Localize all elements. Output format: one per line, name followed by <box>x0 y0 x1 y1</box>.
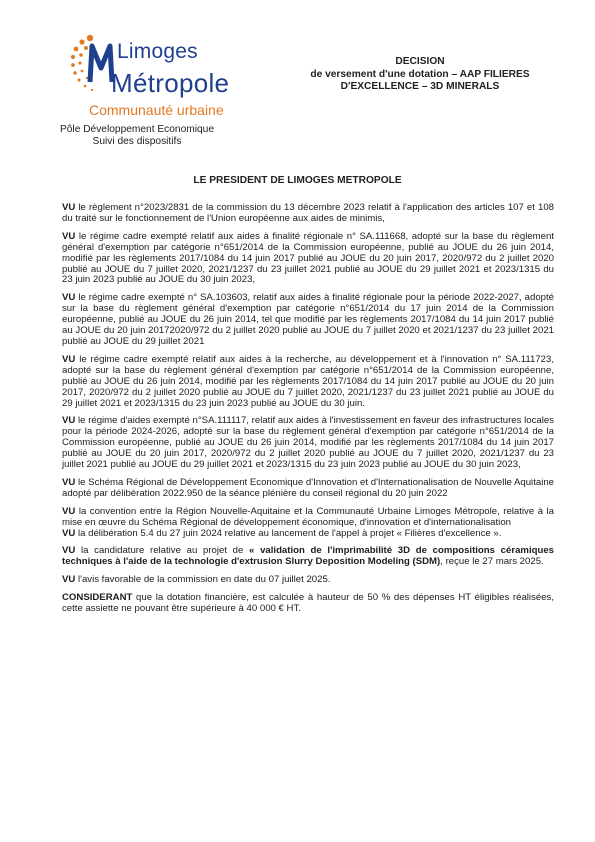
paragraph-text: le régime cadre exempté relatif aux aides à la recherche, au développement et à l'innovation n° SA.111723, adopté sur la base du règlement général d'exemption par catégorie n°651/2014 de la Commission européenne, publié au JOUE du 26 juin 2014, modifié par les règlements 2017/1084 du 14 juin 2017 publié au JOUE du 20 juin 2017, 2020/972 du 2 juillet 2020 publié au JOUE du 7 juillet 2020, 2021/1237 du 23 juillet 2021 publié au JOUE du 29 juillet 2021 et 2023/1315 du 23 juin 2023 publié au JOUE du 30 juin. <box>62 353 554 409</box>
paragraph <box>62 575 554 586</box>
paragraph-label: VU <box>62 527 76 539</box>
president-heading: LE PRESIDENT DE LIMOGES METROPOLE <box>193 175 402 186</box>
paragraph-label: VU <box>62 202 76 213</box>
paragraph <box>62 529 554 540</box>
paragraph-text: que la dotation financière, est calculée à hauteur de 50 % des dépenses HT éligibles réalisées, cette assiette ne pouvant être supérieure à 40 000 € HT. <box>62 592 554 615</box>
decision-title: DECISION <box>395 56 445 67</box>
decision-header <box>280 56 560 94</box>
paragraph-text-after: , reçue le 27 mars 2025. <box>440 556 544 568</box>
logo-text-limoges: Limoges <box>117 40 198 63</box>
paragraph-text: le régime cadre exempté n° SA.103603, relatif aux aides à finalité régionale pour la période 2022-2027, adopté sur la base du règlement général d'exemption par catégorie n°651/2014 du 17 juin 2014 de la Commission européenne, publié au JOUE du 26 juin 2014, tel que modifié par les règlements 2017/1084 du 14 juin 2017 publié au JOUE du 20 juin 20172020/972 du 2 juillet 2020 publié au JOUE du 7 juillet 2020 et 2021/1237 du 23 juillet 2021 publié au JOUE du 29 juillet 2021 <box>62 292 554 347</box>
paragraph-label: VU <box>62 292 76 304</box>
paragraph <box>62 203 554 225</box>
paragraph <box>62 546 554 568</box>
decision-line-2: de versement d'une dotation – AAP FILIERES <box>310 68 530 80</box>
paragraph-text: le régime d'aides exempté n°SA.111117, relatif aux aides à l'investissement en faveur des infrastructures locales pour la période 2024-2026, adopté sur la base du règlement général d'exemption par catégorie n°651/2014 de la Commission européenne, publié au JOUE du 26 juin 2014, modifié par les règlements 2017/1084 du 14 juin 2017 publié au JOUE du 20 juin 2017, 2020/972 du 2 juillet 2020 publié au JOUE du 7 juillet 2020, 2021/1237 du 23 juillet 2021 publié au JOUE du 29 juillet 2021 et 2023/1315 du 23 juin 2023 publié au JOUE du 30 juin 2023, <box>62 415 554 471</box>
paragraph-label: VU <box>62 353 76 365</box>
logo-text-metropole: Métropole <box>111 68 230 98</box>
paragraph-label: VU <box>62 415 76 427</box>
paragraph <box>62 416 554 471</box>
project-title: « validation de l'imprimabilité 3D de compositions céramiques techniques à l'aide de la technologie d'extrusion Slurry Deposition Modeling (SDM) <box>62 545 555 568</box>
paragraph-text: la délibération 5.4 du 27 juin 2024 relative au lancement de l'appel à projet « Filières d'excellence ». <box>75 527 502 539</box>
paragraph <box>62 593 554 615</box>
paragraph-label: VU <box>62 230 76 242</box>
decision-line-3: D'EXCELLENCE – 3D MINERALS <box>340 81 500 92</box>
paragraph-text: l'avis favorable de la commission en date du 07 juillet 2025. <box>75 574 331 586</box>
paragraph-label: VU <box>62 476 76 488</box>
paragraph-label: CONSIDERANT <box>62 592 133 604</box>
department-block <box>52 124 222 148</box>
paragraph-text: le Schéma Régional de Développement Economique d'Innovation et d'Internationalisation de Nouvelle Aquitaine adopté par délibération 2022.950 de la séance plénière du conseil régional du 20 juin 2022 <box>62 476 554 499</box>
paragraph-label: VU <box>62 574 76 586</box>
paragraph <box>62 478 554 500</box>
department-line-2: Suivi des dispositifs <box>92 136 182 147</box>
paragraph-label: VU <box>62 545 76 557</box>
body-text <box>62 203 554 622</box>
department-line-1: Pôle Développement Economique <box>59 124 215 135</box>
paragraph-text: la convention entre la Région Nouvelle-Aquitaine et la Communauté Urbaine Limoges Métropole, relative à la mise en œuvre du Schéma Régional de développement économique, d'innovation et d'internationalisation <box>62 505 554 528</box>
logo-text-communaute: Communauté urbaine <box>89 102 224 118</box>
paragraph <box>62 232 554 287</box>
paragraph-text: la candidature relative au projet de <box>75 545 250 557</box>
paragraph-text: le règlement n°2023/2831 de la commission du 13 décembre 2023 relatif à l'application des articles 107 et 108 du traité sur le fonctionnement de l'Union européenne aux aides de minimis, <box>62 202 554 224</box>
paragraph-label: VU <box>62 505 76 517</box>
paragraph <box>62 355 554 410</box>
paragraph <box>62 293 554 348</box>
paragraph <box>62 507 554 529</box>
paragraph-text: le régime cadre exempté relatif aux aides à finalité régionale n° SA.111668, adopté sur la base du règlement général d'exemption par catégorie n°651/2014 de la Commission européenne, publié au JOUE du 26 juin 2014, modifié par les règlements 2017/1084 du 14 juin 2017 publié au JOUE du 20 juin 2017, 2020/972 du 2 juillet 2020 publié au JOUE du 7 juillet 2020, 2021/1237 du 23 juillet 2021 publié au JOUE du 29 juillet 2021 et 2023/1315 du 23 juin 2023 publié au JOUE du 30 juin 2023, <box>62 230 554 286</box>
limoges-metropole-logo <box>68 30 268 138</box>
